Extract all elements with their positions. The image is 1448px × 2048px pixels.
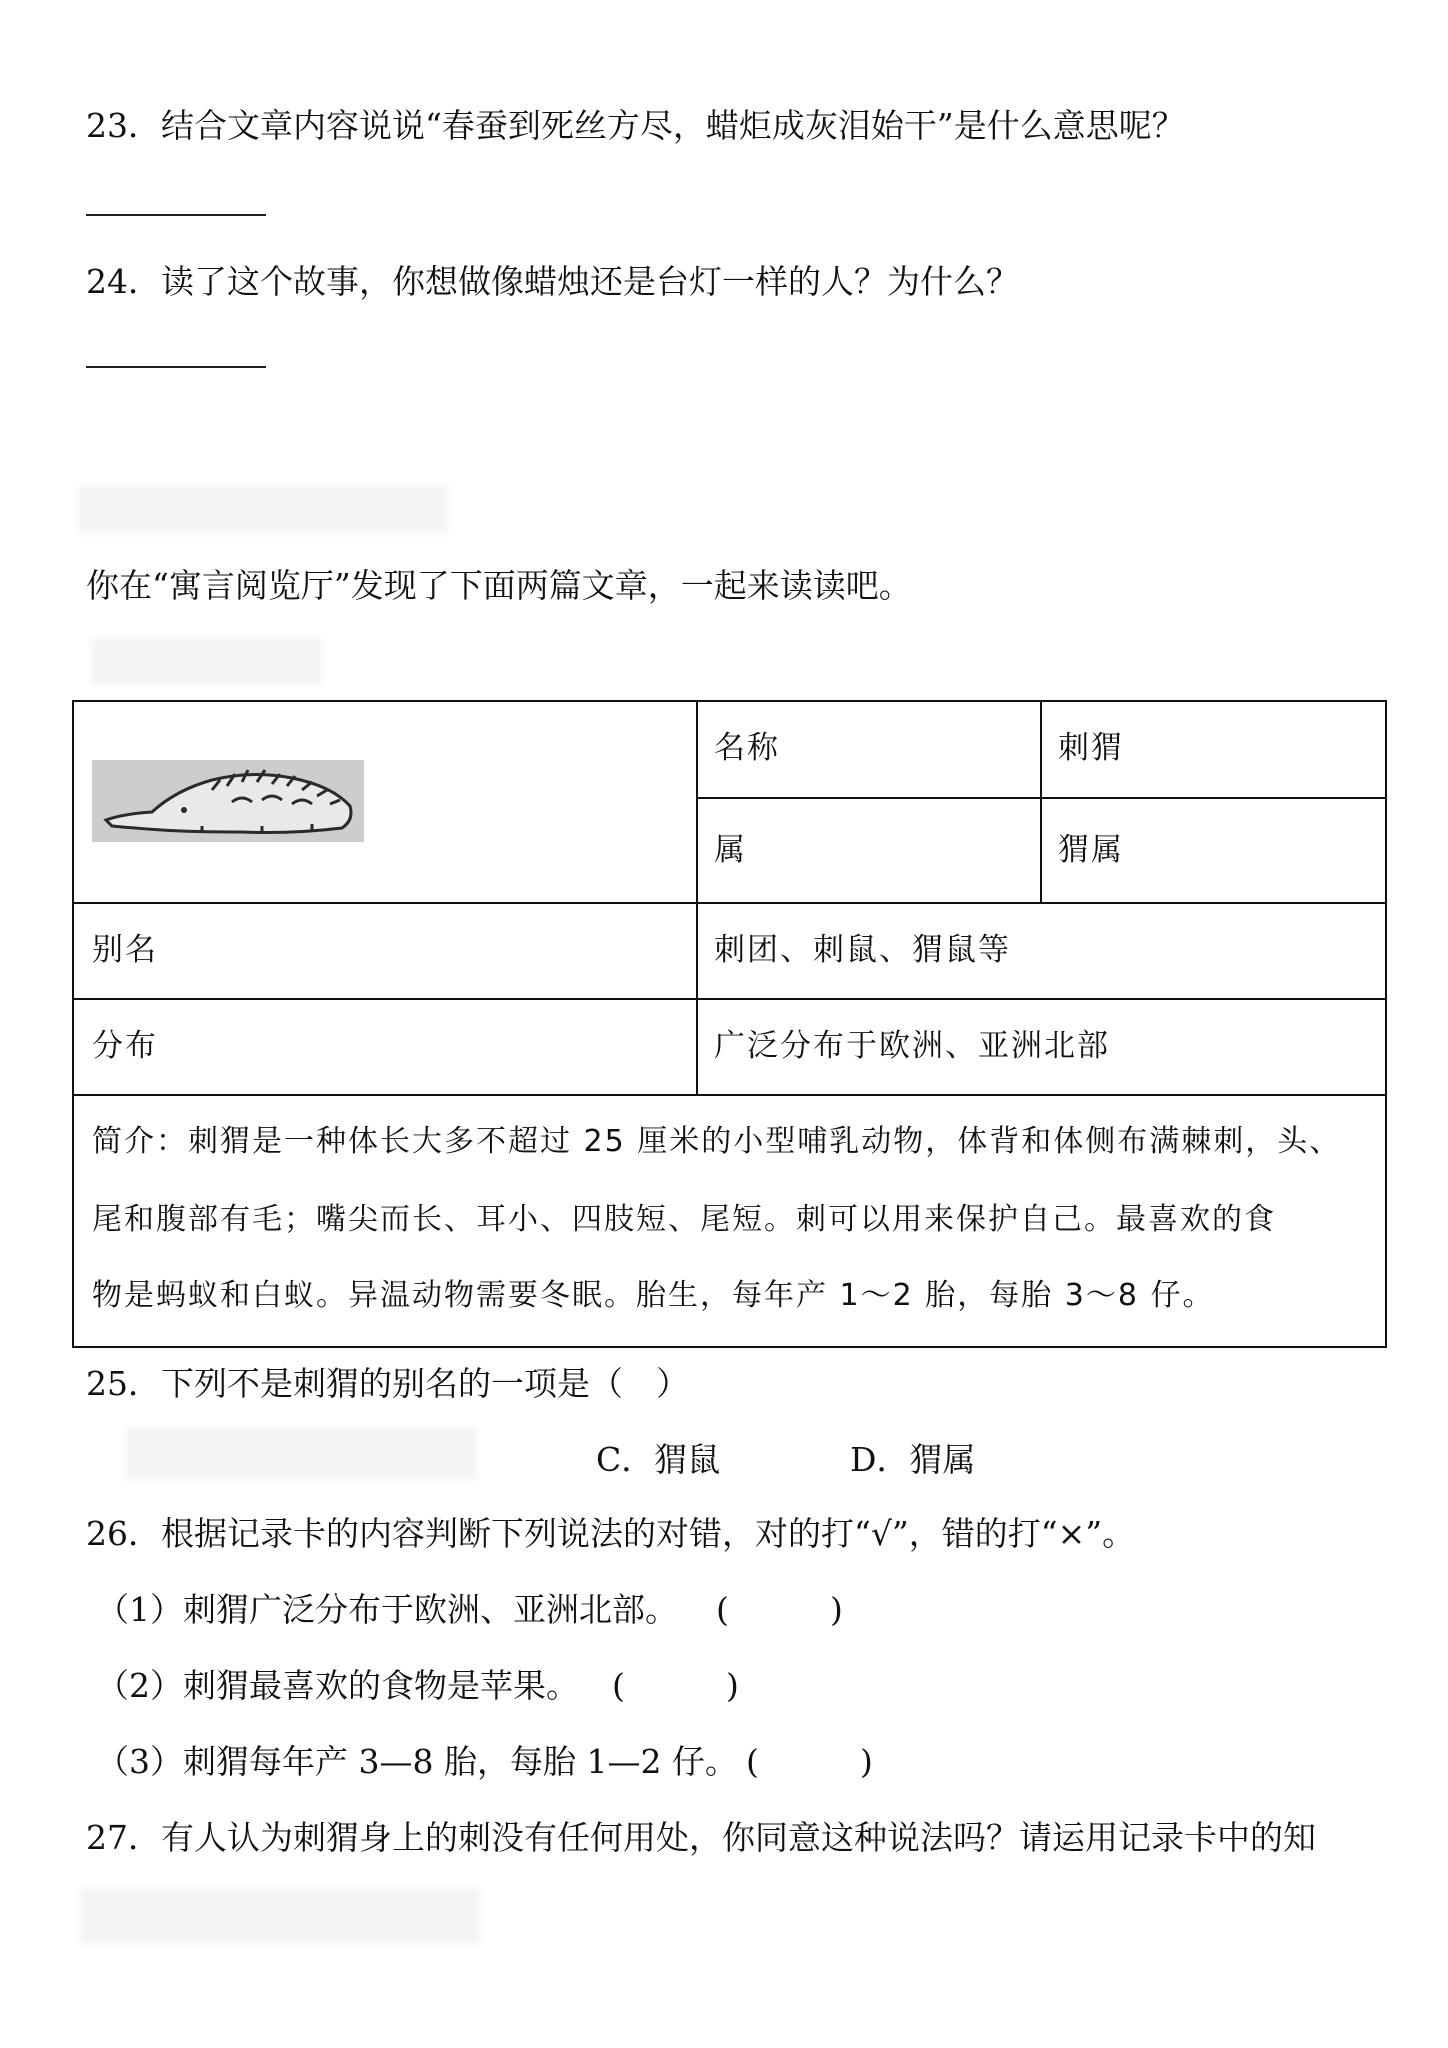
card-divider (74, 1094, 1387, 1096)
distribution-label: 分布 (92, 1028, 158, 1064)
statement-2: （2）刺猬最喜欢的食物是苹果。 (96, 1666, 579, 1705)
answer-paren-3-close[interactable]: ) (860, 1742, 873, 1781)
question-25: 25．下列不是刺猬的别名的一项是（ ） (86, 1364, 689, 1403)
question-24: 24．读了这个故事，你想做像蜡烛还是台灯一样的人？为什么？ (86, 262, 1019, 301)
answer-paren-3-open[interactable]: ( (746, 1742, 759, 1781)
genus-label: 属 (714, 832, 747, 868)
card-divider (74, 998, 1387, 1000)
redacted-subheading (92, 638, 322, 684)
summary-line-1: 简介：刺猬是一种体长大多不超过 25 厘米的小型哺乳动物，体背和体侧布满棘刺，头、 (92, 1124, 1342, 1159)
option-d[interactable]: D．猬属 (850, 1440, 976, 1479)
distribution-value: 广泛分布于欧洲、亚洲北部 (714, 1028, 1110, 1064)
alias-label: 别名 (92, 932, 158, 968)
card-divider (696, 702, 698, 1094)
genus-value: 猬属 (1058, 832, 1124, 868)
answer-line-24[interactable] (86, 366, 266, 368)
question-26: 26．根据记录卡的内容判断下列说法的对错，对的打“√”，错的打“×”。 (86, 1514, 1136, 1553)
question-23: 23．结合文章内容说说“春蚕到死丝方尽，蜡炬成灰泪始干”是什么意思呢？ (86, 106, 1185, 145)
summary-line-3: 物是蚂蚁和白蚁。异温动物需要冬眠。胎生，每年产 1～2 胎，每胎 3～8 仔。 (92, 1278, 1215, 1313)
name-label: 名称 (714, 730, 780, 766)
redacted-heading (78, 486, 448, 534)
redacted-continuation (80, 1888, 480, 1944)
question-27: 27．有人认为刺猬身上的刺没有任何用处，你同意这种说法吗？请运用记录卡中的知 (86, 1818, 1316, 1857)
answer-paren-1-open[interactable]: ( (716, 1590, 729, 1629)
card-divider (74, 902, 1387, 904)
section-intro: 你在“寓言阅览厅”发现了下面两篇文章，一起来读读吧。 (86, 566, 912, 605)
answer-paren-2-open[interactable]: ( (612, 1666, 625, 1705)
option-c[interactable]: C．猬鼠 (596, 1440, 721, 1479)
record-card (72, 700, 1387, 1348)
name-value: 刺猬 (1058, 730, 1124, 766)
statement-1: （1）刺猬广泛分布于欧洲、亚洲北部。 (96, 1590, 678, 1629)
answer-paren-2-close[interactable]: ) (726, 1666, 739, 1705)
summary-line-2: 尾和腹部有毛；嘴尖而长、耳小、四肢短、尾短。刺可以用来保护自己。最喜欢的食 (92, 1202, 1276, 1237)
card-divider (1040, 702, 1042, 902)
answer-paren-1-close[interactable]: ) (830, 1590, 843, 1629)
redacted-options-ab (126, 1428, 476, 1480)
statement-3: （3）刺猬每年产 3—8 胎，每胎 1—2 仔。 (96, 1742, 738, 1781)
alias-value: 刺团、刺鼠、猬鼠等 (714, 932, 1011, 968)
answer-line-23[interactable] (86, 214, 266, 216)
hedgehog-image (92, 760, 364, 842)
